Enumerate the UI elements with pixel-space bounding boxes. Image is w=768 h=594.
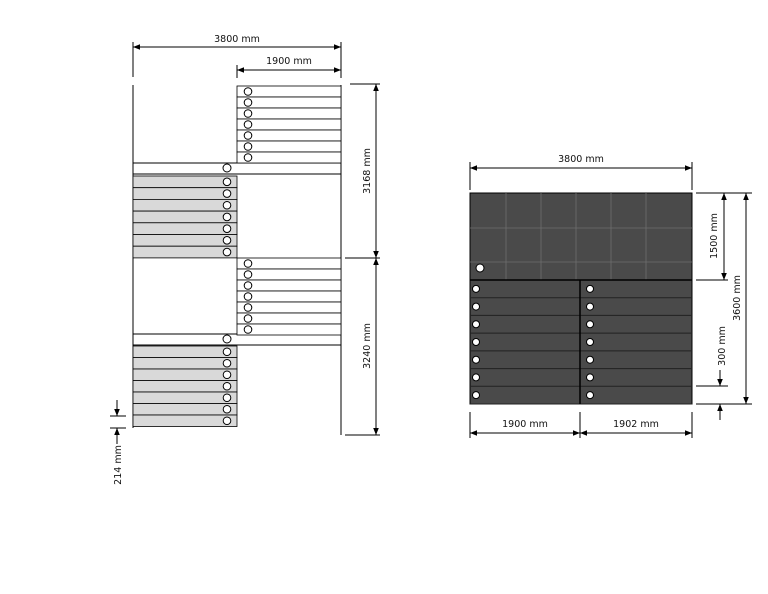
slat-panel [237,302,341,313]
clip-icon [244,143,252,151]
left-half-width-dimension [237,56,341,78]
rail-lower [133,334,341,345]
slat-group-upper-right [237,86,341,163]
clip-icon [244,154,252,162]
slat-panel [237,141,341,152]
slat-panel [237,313,341,324]
slat-panel [133,235,237,247]
slat-panel [237,130,341,141]
clip-icon [223,190,231,198]
slat-panel [237,269,341,280]
right-bottom-dimensions [470,412,692,438]
slat-panel [237,152,341,163]
right-total-height-label: 3600 mm [732,275,743,321]
left-height-dimensions [345,84,380,435]
clip-icon [223,178,231,186]
slat-panel [133,404,237,416]
slat-panel [133,358,237,370]
slat-group-shaded-lower [133,346,237,427]
clip-icon [244,99,252,107]
clip-icon [244,110,252,118]
slat-panel [133,246,237,258]
clip-icon [587,392,594,399]
clip-icon [223,371,231,379]
slat-group-middle-right [237,258,341,335]
slat-panel [237,97,341,108]
slat-panel [237,119,341,130]
slat-panel [237,86,341,97]
left-half-width-label: 1900 mm [266,56,312,67]
clip-icon [244,121,252,129]
clip-icon [223,164,231,172]
clip-icon [244,326,252,334]
bottom-left-label: 1900 mm [502,419,548,430]
slat-group-shaded-upper [133,176,237,258]
slat-panel [133,415,237,427]
slat-panel [237,291,341,302]
clip-icon [473,356,480,363]
slat-panel [133,223,237,235]
right-top-width-dimension [470,154,692,190]
right-upper-height-label: 1500 mm [709,213,720,259]
slat-panel [237,108,341,119]
right-height-dimensions [696,193,752,420]
bottom-right-label: 1902 mm [613,419,659,430]
clip-icon [587,374,594,381]
left-top-width-label: 3800 mm [214,34,260,45]
clip-icon [476,264,484,272]
clip-icon [473,321,480,328]
clip-icon [244,315,252,323]
right-top-width-label: 3800 mm [558,154,604,165]
slat-panel [133,211,237,223]
right-offset-label: 300 mm [717,326,728,366]
lower-height-label: 3240 mm [362,323,373,369]
slat-panel [237,258,341,269]
clip-icon [223,248,231,256]
clip-icon [223,225,231,233]
clip-icon [223,201,231,209]
clip-icon [473,303,480,310]
clip-icon [473,285,480,292]
clip-icon [223,335,231,343]
clip-icon [473,392,480,399]
clip-icon [473,374,480,381]
left-elevation-drawing [110,34,380,485]
rail-upper [133,163,341,174]
clip-icon [244,293,252,301]
roof-panel [470,193,692,404]
slat-panel [133,176,237,188]
slat-panel [237,280,341,291]
slat-panel [133,369,237,381]
clip-icon [473,339,480,346]
clip-icon [244,271,252,279]
clip-icon [587,339,594,346]
upper-height-label: 3168 mm [362,148,373,194]
slat-panel [133,188,237,200]
slat-panel [133,392,237,404]
clip-icon [587,356,594,363]
clip-icon [244,88,252,96]
clip-icon [223,348,231,356]
clip-icon [223,405,231,413]
clip-icon [587,303,594,310]
clip-icon [244,132,252,140]
slat-panel [133,199,237,211]
offset-dimension [110,400,126,485]
clip-icon [244,260,252,268]
slat-panel [133,346,237,358]
clip-icon [223,382,231,390]
clip-icon [223,237,231,245]
slat-panel [237,324,341,335]
clip-icon [587,321,594,328]
clip-icon [223,359,231,367]
slat-panel [133,381,237,393]
clip-icon [244,304,252,312]
clip-icon [244,282,252,290]
clip-icon [223,417,231,425]
clip-icon [587,285,594,292]
clip-icon [223,213,231,221]
offset-label: 214 mm [113,445,124,485]
right-plan-drawing [470,154,752,438]
clip-icon [223,394,231,402]
